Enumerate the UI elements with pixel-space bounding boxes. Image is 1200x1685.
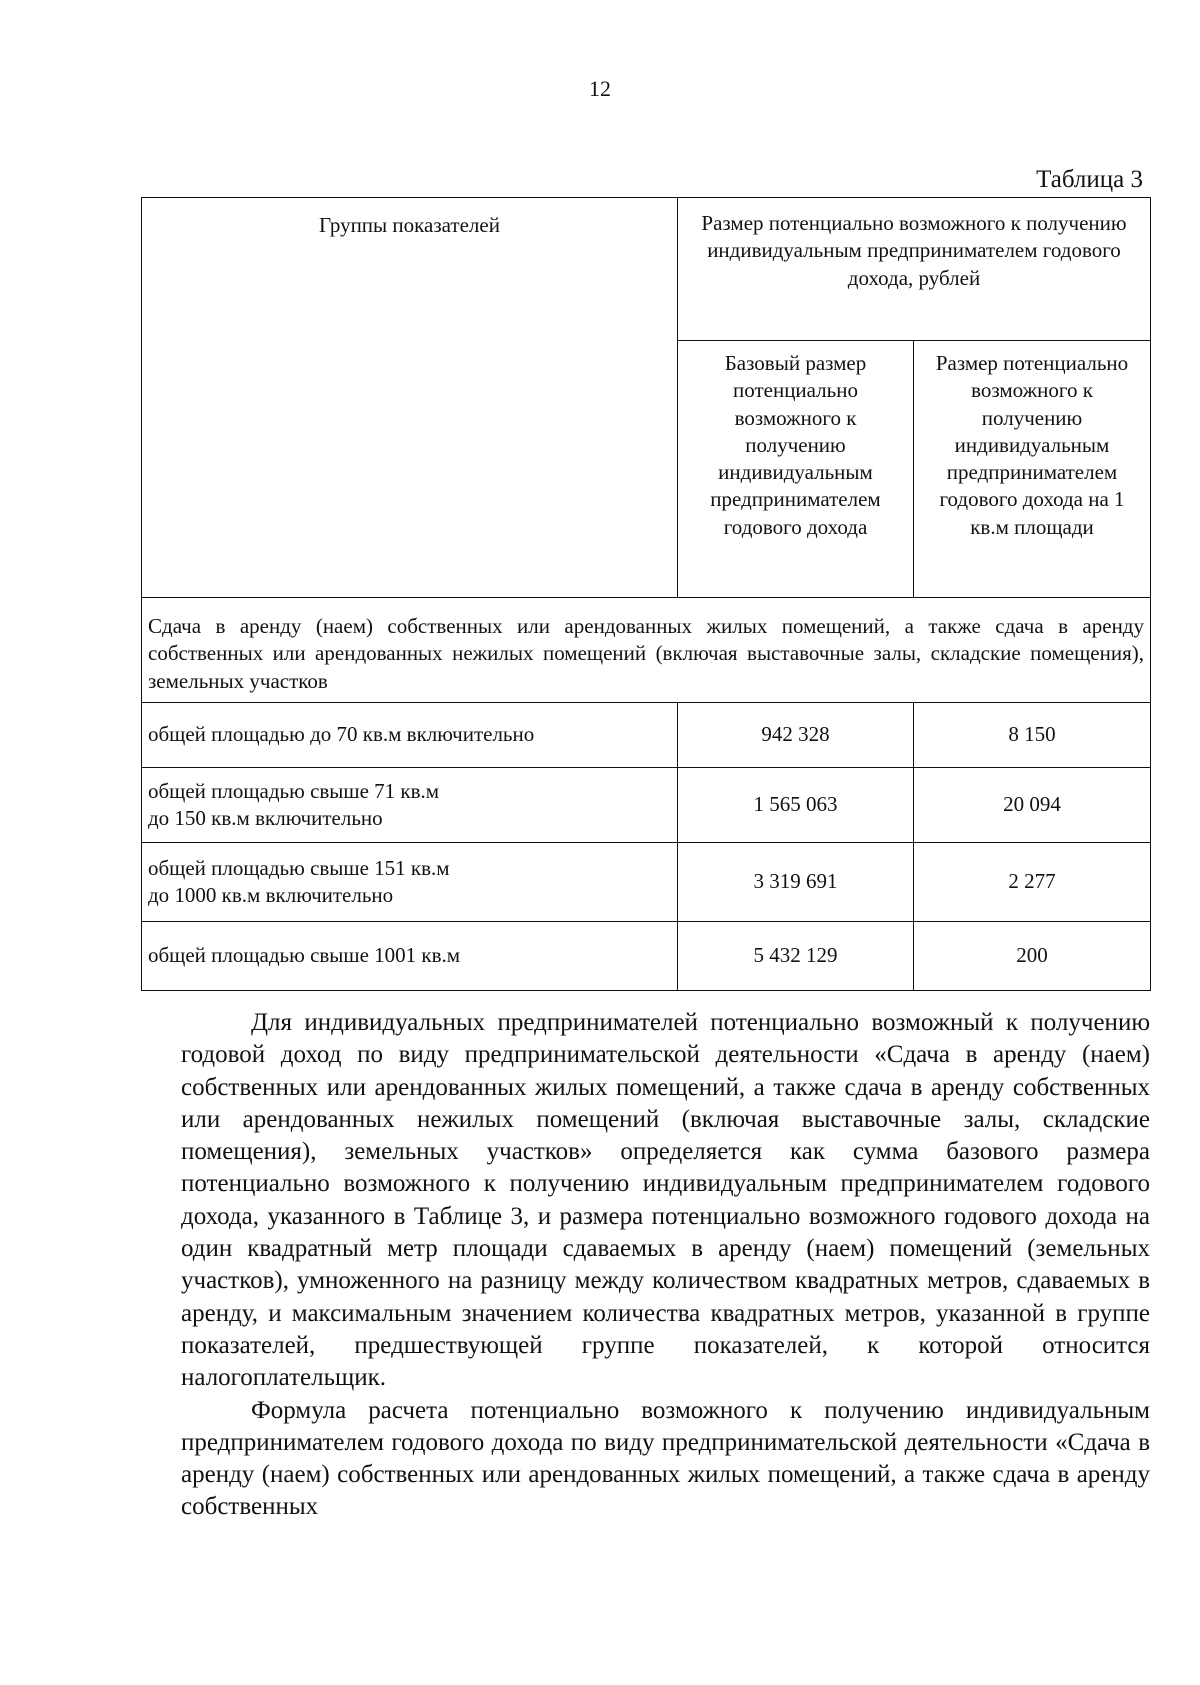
table-header-row	[142, 198, 1151, 341]
per-sqm-value: 2 277	[914, 843, 1151, 922]
row-label-line: общей площадью свыше 151 кв.м	[148, 855, 450, 880]
table-row	[142, 703, 1151, 768]
table-section-row	[142, 598, 1151, 703]
base-value: 942 328	[678, 703, 914, 768]
per-sqm-value: 200	[914, 922, 1151, 991]
row-label	[142, 843, 678, 922]
per-sqm-value: 20 094	[914, 768, 1151, 843]
section-title: Сдача в аренду (наем) собственных или арендованных жилых помещений, а также сдача в аренду собственных или арендованных нежилых помещений (включая выставочные залы, складские помещения), земельных участков	[142, 598, 1151, 703]
row-label	[142, 768, 678, 843]
header-size-per-sqm: Размер потенциально возможного к получению индивидуальным предпринимателем годового дохода на 1 кв.м площади	[914, 341, 1151, 598]
header-groups: Группы показателей	[142, 198, 678, 598]
row-label-line: до 1000 кв.м включительно	[148, 883, 394, 907]
page-number: 12	[589, 76, 611, 101]
paragraph: Формула расчета потенциально возможного к получению индивидуальным предпринимателем годового дохода по виду предпринимательской деятельности «Сдача в аренду (наем) собственных или арендованных жилых помещений, а также сдача в аренду собственных	[181, 1396, 1150, 1521]
table-row	[142, 843, 1151, 922]
row-label	[142, 922, 678, 991]
income-table	[141, 197, 1151, 991]
row-label	[142, 703, 678, 768]
base-value: 1 565 063	[678, 768, 914, 843]
paragraph: Для индивидуальных предпринимателей потенциально возможный к получению годовой доход по виду предпринимательской деятельности «Сдача в аренду (наем) собственных или арендованных жилых помещений, а также сдача в аренду собственных или арендованных нежилых помещений (включая выставочные залы, складские помещения), земельных участков» определяется как сумма базового размера потенциально возможного к получению индивидуальным предпринимателем годового дохода, указанного в Таблице 3, и размера потенциально возможного годового дохода на один квадратный метр площади сдаваемых в аренду (наем) помещений (земельных участков), умноженного на разницу между количеством квадратных метров, сдаваемых в аренду, и максимальным значением количества квадратных метров, указанной в группе показателей, предшествующей группе показателей, к которой относится налогоплательщик.	[181, 1009, 1150, 1392]
body-text	[181, 1007, 1150, 1524]
table-row	[142, 922, 1151, 991]
header-base-size: Базовый размер потенциально возможного к получению индивидуальным предпринимателем годового дохода	[678, 341, 914, 598]
base-value: 5 432 129	[678, 922, 914, 991]
base-value: 3 319 691	[678, 843, 914, 922]
row-label-line: общей площадью до 70 кв.м включительно	[148, 722, 535, 747]
table-caption: Таблица 3	[1036, 166, 1143, 193]
header-income-size: Размер потенциально возможного к получению индивидуальным предпринимателем годового дохода, рублей	[678, 198, 1151, 341]
row-label-line: общей площадью свыше 71 кв.м	[148, 778, 440, 803]
table-row	[142, 768, 1151, 843]
per-sqm-value: 8 150	[914, 703, 1151, 768]
row-label-line: до 150 кв.м включительно	[148, 806, 383, 830]
row-label-line: общей площадью свыше 1001 кв.м	[148, 943, 461, 968]
